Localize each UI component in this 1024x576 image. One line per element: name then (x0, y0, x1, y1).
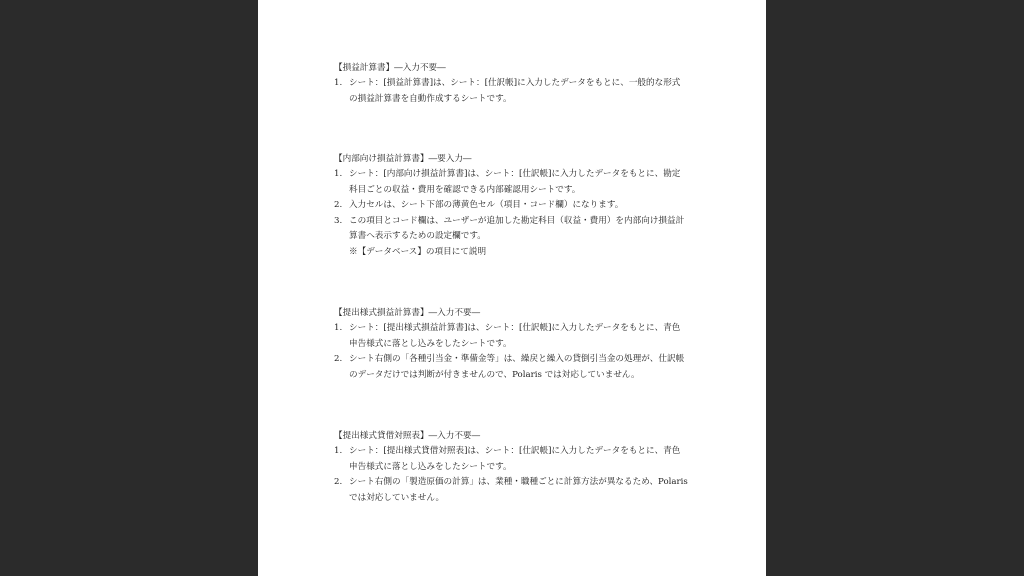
item-text: この項目とコード欄は、ユーザーが追加した勘定科目（収益・費用）を内部向け損益計 (349, 215, 685, 226)
list-item (334, 444, 734, 475)
item-number: 2. (334, 200, 343, 210)
item-text: のデータだけでは判断が付きませんので、Polaris では対応していません。 (349, 369, 640, 380)
section-internal-income-statement (334, 152, 734, 260)
section-heading: 【提出様式損益計算書】―入力不要― (334, 308, 481, 318)
list-item (334, 214, 734, 245)
list-item (334, 352, 734, 383)
item-number: 2. (334, 354, 343, 364)
note-text: ※【データベース】の項目にて説明 (349, 246, 487, 257)
list-item (334, 198, 734, 214)
list-item (334, 167, 734, 198)
list-item (334, 475, 734, 506)
item-text: 算書へ表示するための設定欄です。 (349, 231, 486, 241)
item-text: シート：[提出様式貸借対照表]は、シート：[仕訳帳]に入力したデータをもとに、青色 (349, 446, 681, 456)
item-number: 1. (334, 446, 343, 456)
item-text: シート：[損益計算書]は、シート：[仕訳帳]に入力したデータをもとに、一般的な形式 (349, 78, 681, 88)
item-text: 科目ごとの収益・費用を確認できる内部確認用シートです。 (349, 184, 581, 195)
item-text: 申告様式に落とし込みをしたシートです。 (349, 338, 512, 349)
list-item (334, 76, 734, 107)
section-heading: 【損益計算書】―入力不要― (334, 63, 446, 73)
list-item (334, 321, 734, 352)
section-submission-balance-sheet (334, 429, 734, 506)
section-submission-income-statement (334, 306, 734, 383)
item-text: では対応していません。 (349, 492, 445, 503)
item-text: シート右側の「各種引当金・準備金等」は、繰戻と繰入の貸倒引当金の処理が、仕訳帳 (349, 354, 685, 364)
item-number: 2. (334, 477, 343, 487)
section-heading: 【提出様式貸借対照表】―入力不要― (334, 431, 481, 441)
section-income-statement (334, 61, 734, 107)
item-text: の損益計算書を自動作成するシートです。 (349, 93, 512, 104)
item-number: 3. (334, 215, 343, 226)
item-number: 1. (334, 78, 343, 88)
item-text: 入力セルは、シート下部の薄黄色セル（項目・コード欄）になります。 (349, 200, 624, 210)
item-text: シート：[内部向け損益計算書]は、シート：[仕訳帳]に入力したデータをもとに、勘定 (349, 169, 681, 179)
item-text: シート右側の「製造原価の計算」は、業種・職種ごとに計算方法が異なるため、Polaris (349, 477, 688, 487)
section-heading: 【内部向け損益計算書】―要入力― (334, 154, 472, 164)
item-number: 1. (334, 169, 343, 179)
item-text: シート：[提出様式損益計算書]は、シート：[仕訳帳]に入力したデータをもとに、青色 (349, 323, 681, 333)
item-text: 申告様式に落とし込みをしたシートです。 (349, 461, 512, 472)
document-page (258, 0, 766, 576)
item-number: 1. (334, 323, 343, 333)
